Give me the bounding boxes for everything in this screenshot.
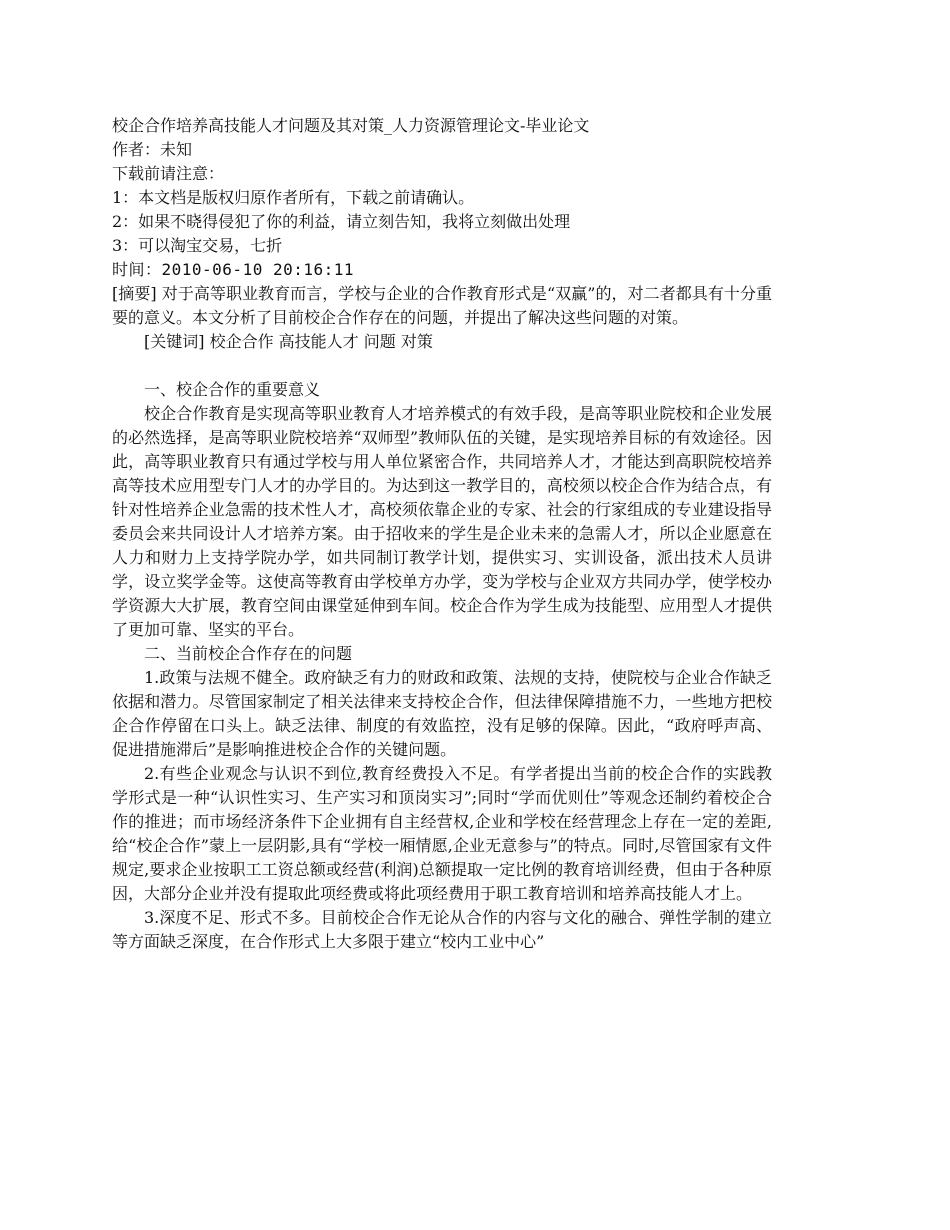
section-1-body: 校企合作教育是实现高等职业教育人才培养模式的有效手段，是高等职业院校和企业发展的必然选择，是高等职业院校培养“双师型”教师队伍的关键，是实现培养目标的有效途径。因此，高等职业教育只有通过学校与用人单位紧密合作，共同培养人才，才能达到高职院校培养高等技术应用型专门人才的办学目的。为达到这一教学目的，高校须以校企合作为结合点，有针对性培养企业急需的技术性人才，高校须依靠企业的专家、社会的行家组成的专业建设指导委员会来共同设计人才培养方案。由于招收来的学生是企业未来的急需人才，所以企业愿意在人力和财力上支持学院办学，如共同制订教学计划，提供实习、实训设备，派出技术人员讲学，设立奖学金等。这使高等教育由学校单方办学，变为学校与企业双方共同办学，使学校办学资源大大扩展，教育空间由课堂延伸到车间。校企合作为学生成为技能型、应用型人才提供了更加可靠、坚实的平台。 (112, 404, 772, 639)
keywords-line: [关键词] 校企合作 高技能人才 问题 对策 (144, 332, 433, 351)
section-2-paragraph-2: 2.有些企业观念与认识不到位,教育经费投入不足。有学者提出当前的校企合作的实践教学形式是一种“认识性实习、生产实习和顶岗实习”;同时“学而优则仕”等观念还制约着校企合作的推进；而市场经济条件下企业拥有自主经营权,企业和学校在经营理念上存在一定的差距,给“校企合作”蒙上一层阴影,具有“学校一厢情愿,企业无意参与”的特点。同时,尽管国家有文件规定,要求企业按职工工资总额或经营(利润)总额提取一定比例的教育培训经费，但由于各种原因，大部分企业并没有提取此项经费或将此项经费用于职工教育培训和培养高技能人才上。 (112, 764, 772, 903)
timestamp-line: 时间：2010-06-10 20:16:11 (112, 260, 355, 279)
document-page (112, 114, 772, 954)
document-title: 校企合作培养高技能人才问题及其对策_人力资源管理论文-毕业论文 (112, 116, 590, 135)
notice-item-3: 3：可以淘宝交易，七折 (112, 236, 283, 255)
author-line: 作者：未知 (112, 140, 193, 159)
section-2-paragraph-3: 3.深度不足、形式不多。目前校企合作无论从合作的内容与文化的融合、弹性学制的建立等方面缺乏深度，在合作形式上大多限于建立“校内工业中心” (112, 908, 772, 951)
section-1-heading: 一、校企合作的重要意义 (144, 380, 321, 399)
notice-title: 下载前请注意： (112, 164, 225, 183)
section-2-paragraph-1: 1.政策与法规不健全。政府缺乏有力的财政和政策、法规的支持，使院校与企业合作缺乏依据和潜力。尽管国家制定了相关法律来支持校企合作，但法律保障措施不力，一些地方把校企合作停留在口头上。缺乏法律、制度的有效监控，没有足够的保障。因此，“政府呼声高、促进措施滞后”是影响推进校企合作的关键问题。 (112, 668, 772, 759)
notice-item-1: 1：本文档是版权归原作者所有，下载之前请确认。 (112, 188, 475, 207)
abstract-paragraph: [摘要] 对于高等职业教育而言，学校与企业的合作教育形式是“双赢”的，对二者都具有十分重要的意义。本文分析了目前校企合作存在的问题，并提出了解决这些问题的对策。 (112, 284, 772, 327)
section-2-heading: 二、当前校企合作存在的问题 (144, 644, 353, 663)
notice-item-2: 2：如果不晓得侵犯了你的利益，请立刻告知，我将立刻做出处理 (112, 212, 571, 231)
blank-spacer (112, 354, 772, 378)
